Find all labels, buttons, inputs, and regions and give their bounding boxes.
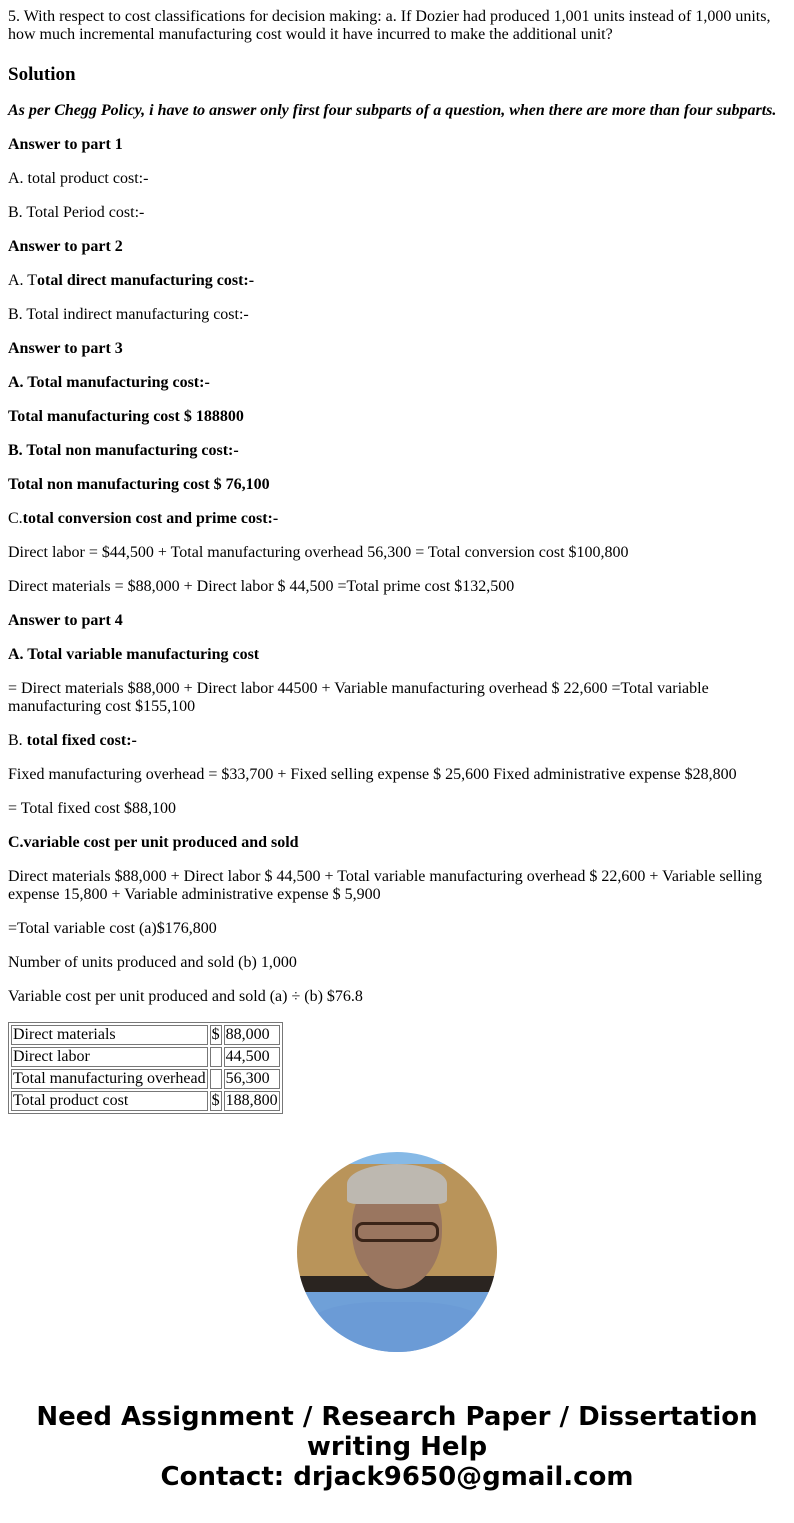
text-segment: C. [8,510,23,527]
solution-body [8,102,786,1006]
paragraph [8,544,786,562]
table-cell: Total manufacturing overhead [13,1070,206,1087]
table-cell: Direct materials [11,1025,208,1045]
table-cell: 88,000 [224,1025,280,1045]
paragraph [8,920,786,938]
solution-heading: Solution [8,64,76,85]
paragraph [8,408,786,426]
text-segment: B. Total indirect manufacturing cost:- [8,306,249,323]
text-segment: A. Total variable manufacturing cost [8,646,260,663]
text-segment: As per Chegg Policy, i have to answer only first four subparts of a question, when there are more than four subparts. [8,102,777,119]
paragraph [8,868,786,904]
promo-line: Need Assignment / Research Paper / Dissertation writing Help [36,1402,758,1462]
text-segment: Fixed manufacturing overhead = $33,700 + Fixed selling expense $ 25,600 Fixed administrative expense $28,800 [8,766,737,783]
table-cell: 188,800 [225,1092,278,1109]
text-segment: C.variable cost per unit produced and sold [8,834,299,851]
text-segment: B. Total Period cost:- [8,204,145,221]
table-cell: $ [211,1026,220,1043]
text-segment: A. Total manufacturing cost:- [8,374,210,391]
paragraph [8,680,786,716]
question-text: 5. With respect to cost classifications for decision making: a. If Dozier had produced 1,001 units instead of 1,000 units, how much incremental manufacturing cost would it have incurred to make the additional unit? [8,8,771,43]
paragraph [8,800,786,818]
text-segment: Answer to part 2 [8,238,123,255]
table-row [11,1047,280,1067]
paragraph [8,102,786,120]
paragraph [8,204,786,222]
avatar-hair [347,1164,447,1204]
text-segment: total fixed cost:- [26,732,137,749]
paragraph [8,834,786,852]
paragraph [8,476,786,494]
paragraph [8,646,786,664]
table-cell: Direct labor [11,1047,208,1067]
text-segment: = Total fixed cost $88,100 [8,800,177,817]
text-segment: Number of units produced and sold (b) 1,000 [8,954,297,971]
table-row [11,1091,280,1111]
text-segment: Direct materials = $88,000 + Direct labor $ 44,500 =Total prime cost $132,500 [8,578,515,595]
text-segment: Answer to part 3 [8,340,123,357]
text-segment: Total manufacturing cost $ 188800 [8,408,244,425]
paragraph [8,374,786,392]
text-segment: A. total product cost:- [8,170,149,187]
paragraph [8,578,786,596]
paragraph [8,732,786,750]
table-cell [210,1047,222,1067]
paragraph [8,954,786,972]
text-segment: Answer to part 4 [8,612,123,629]
paragraph [8,766,786,784]
table-cell: $ [211,1092,220,1109]
text-segment: A. T [8,272,38,289]
table-row [11,1069,280,1089]
avatar-shirt [307,1302,487,1352]
table-row [11,1025,280,1045]
text-segment: B. Total non manufacturing cost:- [8,442,239,459]
paragraph [8,340,786,358]
paragraph [8,238,786,256]
author-avatar [297,1152,497,1352]
text-segment: otal direct manufacturing cost:- [37,272,255,289]
table-cell: 44,500 [224,1047,280,1067]
text-segment: total conversion cost and prime cost:- [22,510,279,527]
table-cell [210,1069,222,1089]
table-cell: 56,300 [224,1069,280,1089]
paragraph [8,306,786,324]
paragraph [8,442,786,460]
text-segment: Direct labor = $44,500 + Total manufacturing overhead 56,300 = Total conversion cost $100,800 [8,544,629,561]
text-segment: B. [8,732,27,749]
product-cost-table [8,1022,283,1114]
paragraph [8,612,786,630]
table-cell: Total product cost [11,1091,208,1111]
paragraph [8,136,786,154]
promo-footer [0,1402,794,1492]
avatar-glasses [355,1222,439,1242]
text-segment: Variable cost per unit produced and sold (a) ÷ (b) $76.8 [8,988,363,1005]
paragraph [8,170,786,188]
text-segment: Direct materials $88,000 + Direct labor $ 44,500 + Total variable manufacturing overhead $ 22,600 + Variable selling expense 15,800 + Variable administrative expense $ 5,900 [8,868,763,903]
text-segment: Total non manufacturing cost $ 76,100 [8,476,270,493]
paragraph [8,988,786,1006]
text-segment: Answer to part 1 [8,136,123,153]
contact-line: Contact: drjack9650@gmail.com [160,1462,634,1492]
text-segment: = Direct materials $88,000 + Direct labor 44500 + Variable manufacturing overhead $ 22,600 =Total variable manufacturing cost $155,100 [8,680,709,715]
paragraph [8,272,786,290]
paragraph [8,510,786,528]
text-segment: =Total variable cost (a)$176,800 [8,920,217,937]
